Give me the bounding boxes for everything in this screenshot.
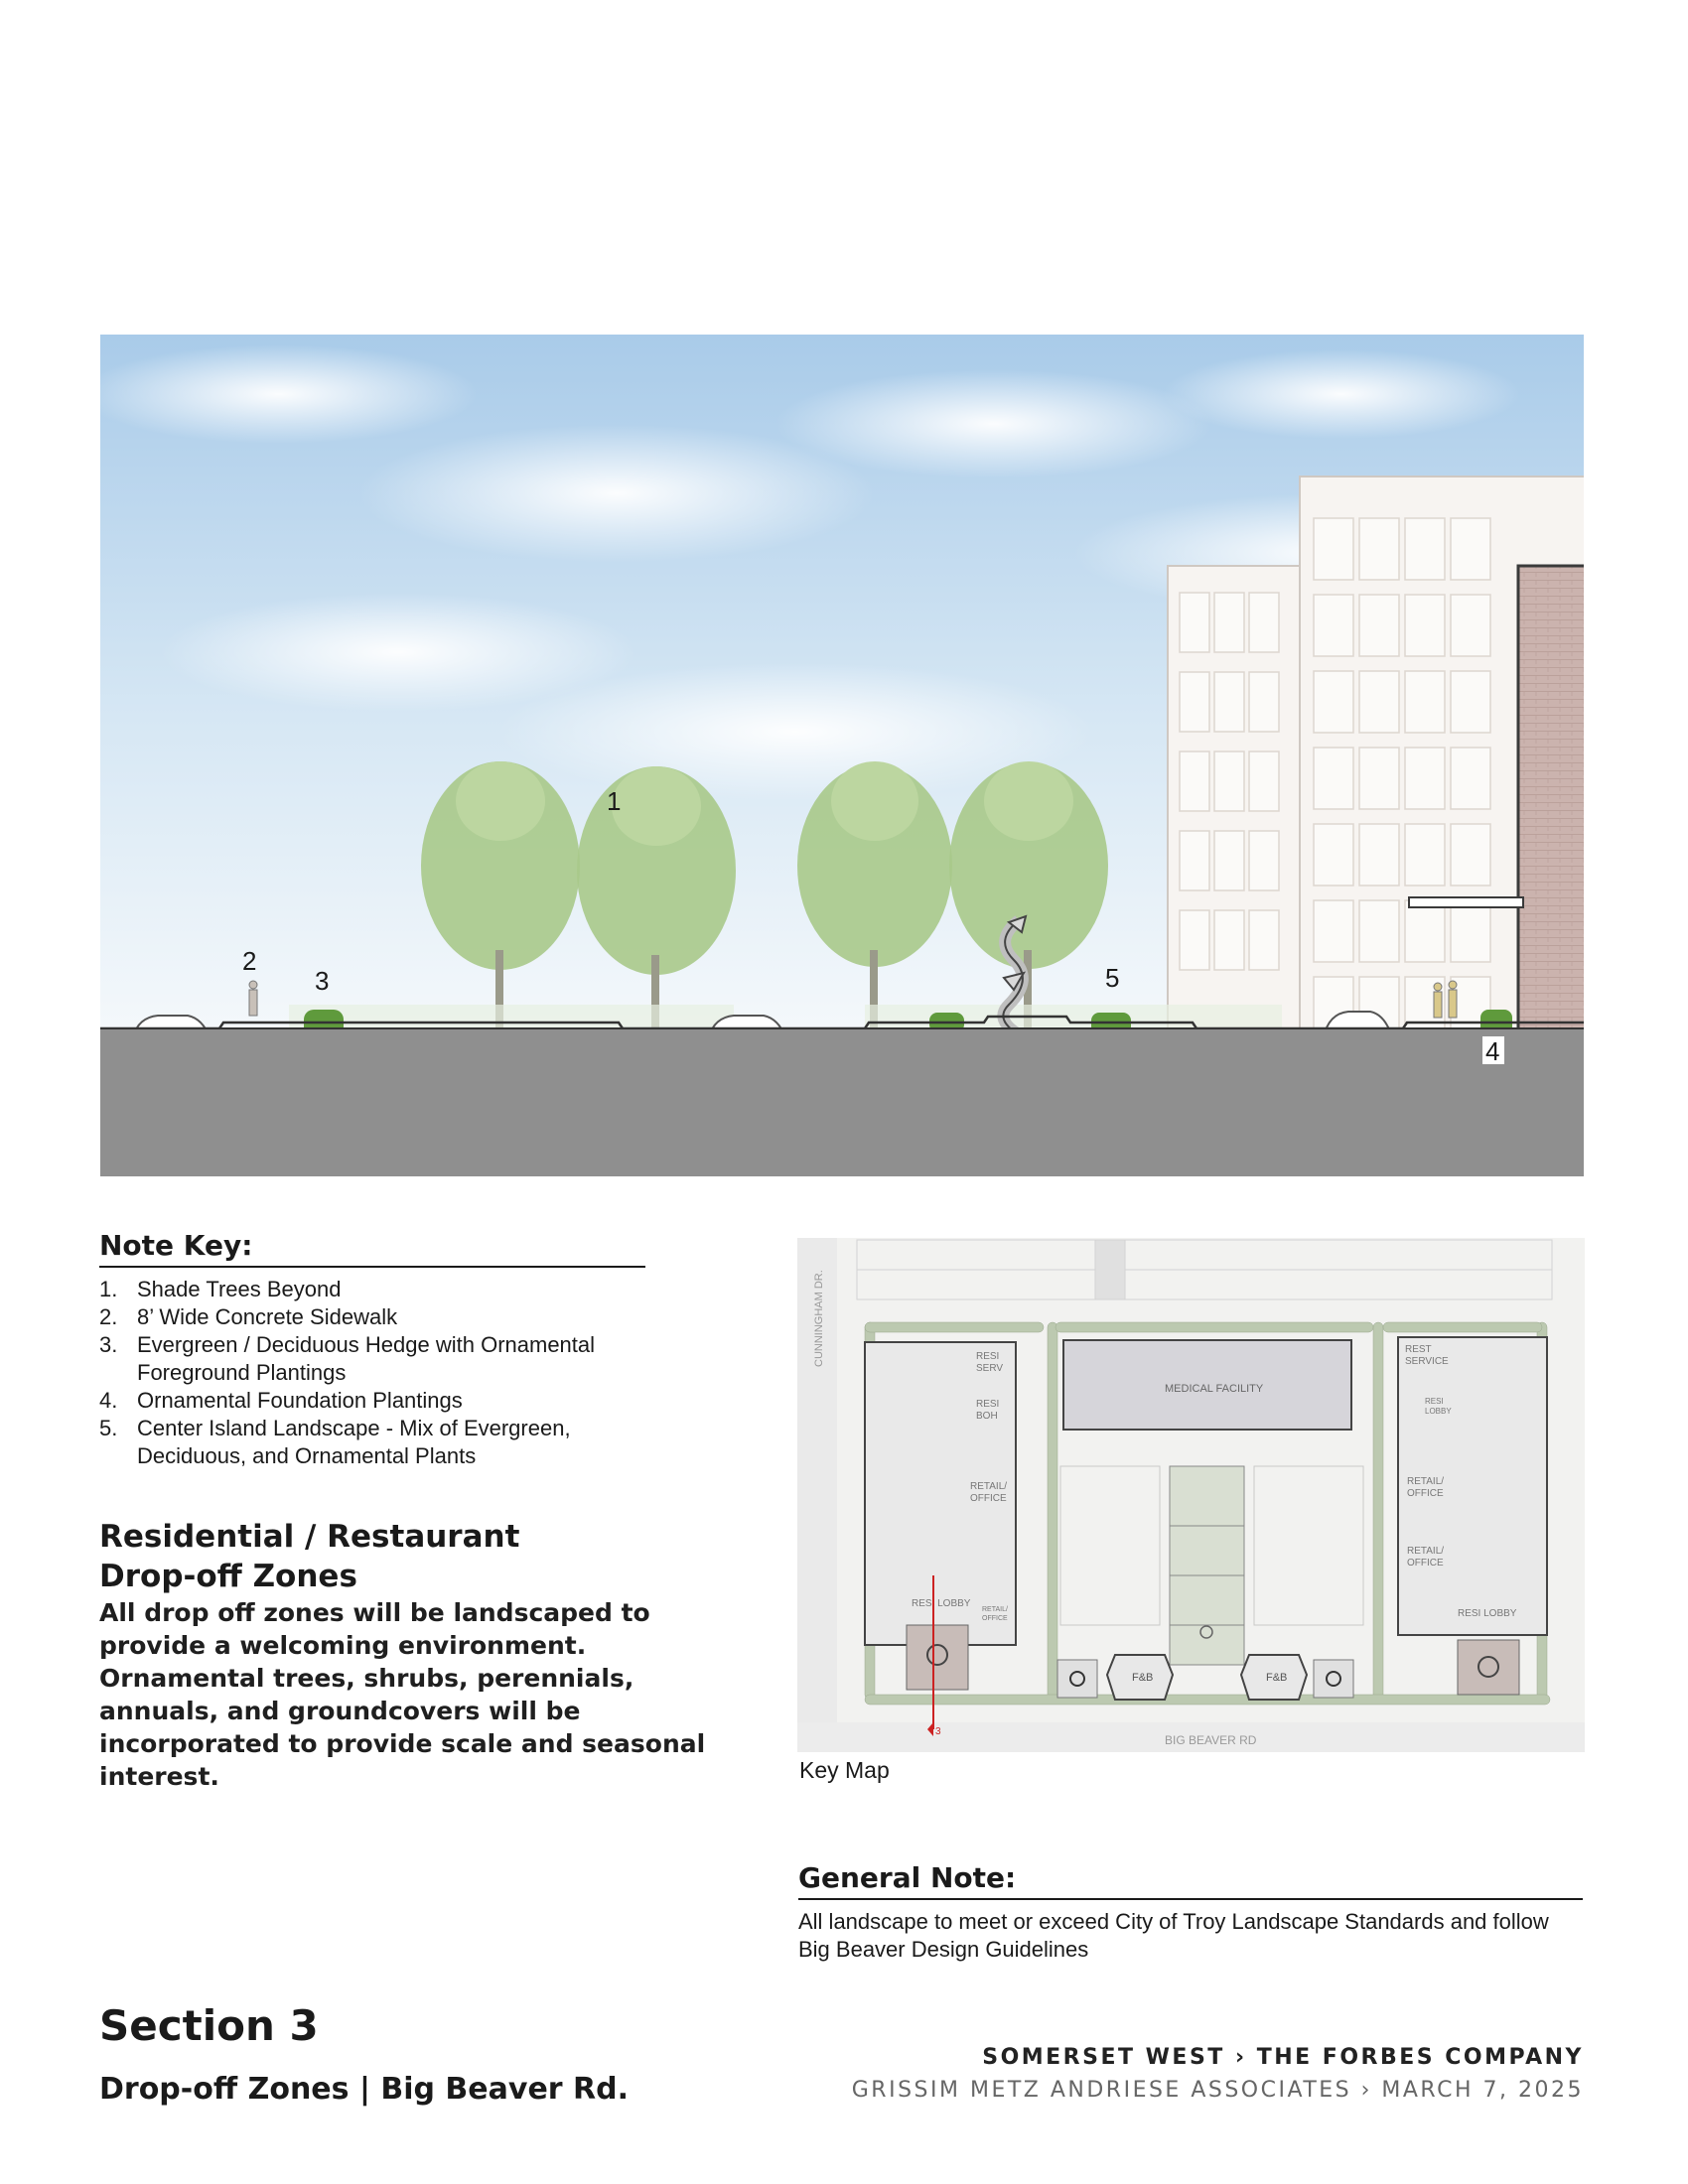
label-retail-office-r1-2: OFFICE [1407,1488,1444,1499]
label-retail-office-small-1: RETAIL/ [982,1606,1008,1613]
key-map-caption: Key Map [799,1757,890,1783]
ground-section [100,1017,1584,1176]
footer-credits [852,2045,1584,2103]
credit-firm-date: GRISSIM METZ ANDRIESE ASSOCIATES › MARCH 7, 2025 [851,2078,1584,2103]
label-resi-lobby-small-1: RESI [1425,1397,1444,1406]
note-text: Center Island Landscape - Mix of Evergreen, Deciduous, and Ornamental Plants [137,1416,571,1468]
list-item [99,1387,645,1415]
dropoff-zones-block [99,1517,735,1793]
note-number: 2. [99,1304,118,1329]
note-number: 5. [99,1416,118,1440]
general-note-heading: General Note: [798,1861,1583,1900]
list-item [99,1303,645,1331]
label-rest-service-1: REST [1405,1344,1432,1355]
callout-5: 5 [1105,963,1120,993]
label-retail-office-1: RETAIL/ [970,1481,1008,1492]
label-resi-boh-2: BOH [976,1411,998,1422]
callout-3: 3 [315,966,330,996]
credit-client: SOMERSET WEST › THE FORBES COMPANY [982,2045,1584,2070]
key-map [797,1238,1585,1752]
label-resi-serv-1: RESI [976,1351,1000,1362]
label-fb-left: F&B [1132,1672,1154,1684]
general-note-body: All landscape to meet or exceed City of Troy Landscape Standards and follow Big Beaver Design Guidelines [798,1909,1549,1962]
label-retail-office-r2-2: OFFICE [1407,1558,1444,1569]
note-number: 3. [99,1332,118,1357]
section-elevation-drawing [100,335,1584,1176]
callout-4: 4 [1485,1036,1500,1066]
list-item [99,1276,645,1303]
note-key [99,1229,645,1470]
label-resi-lobby-left: RESI LOBBY [912,1598,971,1609]
callout-1: 1 [607,786,622,816]
section-subtitle: Drop-off Zones | Big Beaver Rd. [99,2072,629,2107]
label-resi-serv-2: SERV [976,1363,1004,1374]
dropoff-title-line-2: Drop-off Zones [99,1559,357,1594]
note-number: 4. [99,1388,118,1413]
label-retail-office-r1-1: RETAIL/ [1407,1476,1445,1487]
general-note [798,1861,1583,1964]
label-retail-office-2: OFFICE [970,1493,1007,1504]
note-text: Shade Trees Beyond [137,1277,342,1301]
dropoff-body: All drop off zones will be landscaped to provide a welcoming environment. Ornamental trees, shrubs, perennials, annuals, and groundcovers will be incorporated to provide scale and seasonal interest. [99,1598,706,1791]
road-label-big-beaver: BIG BEAVER RD [1165,1733,1257,1747]
list-item [99,1331,645,1387]
note-number: 1. [99,1277,118,1301]
note-key-list [99,1276,645,1470]
note-text: 8’ Wide Concrete Sidewalk [137,1304,398,1329]
label-fb-right: F&B [1266,1672,1288,1684]
pedestrian [249,981,257,1016]
medical-facility [1063,1340,1351,1430]
callout-2: 2 [242,946,257,976]
building-left-tower [1168,566,1307,1042]
note-text: Ornamental Foundation Plantings [137,1388,463,1413]
key-map-svg [797,1238,1585,1752]
cloud [775,369,1212,478]
label-retail-office-r2-1: RETAIL/ [1407,1546,1445,1557]
section-marker-label: 3 [935,1726,941,1737]
note-key-heading: Note Key: [99,1229,645,1268]
label-resi-lobby-right: RESI LOBBY [1458,1608,1517,1619]
cloud [1163,349,1520,439]
left-building [865,1342,1016,1690]
note-text: Evergreen / Deciduous Hedge with Ornamental Foreground Plantings [137,1332,596,1385]
section-title: Section 3 [99,2001,319,2050]
label-retail-office-small-2: OFFICE [982,1615,1008,1622]
label-resi-lobby-small-2: LOBBY [1425,1407,1452,1416]
elevation-svg [100,335,1584,1176]
label-rest-service-2: SERVICE [1405,1356,1449,1367]
label-resi-boh-1: RESI [976,1399,1000,1410]
list-item [99,1415,645,1470]
label-medical-facility: MEDICAL FACILITY [1165,1383,1264,1395]
road-label-cunningham: CUNNINGHAM DR. [813,1270,825,1367]
dropoff-title-line-1: Residential / Restaurant [99,1519,520,1555]
